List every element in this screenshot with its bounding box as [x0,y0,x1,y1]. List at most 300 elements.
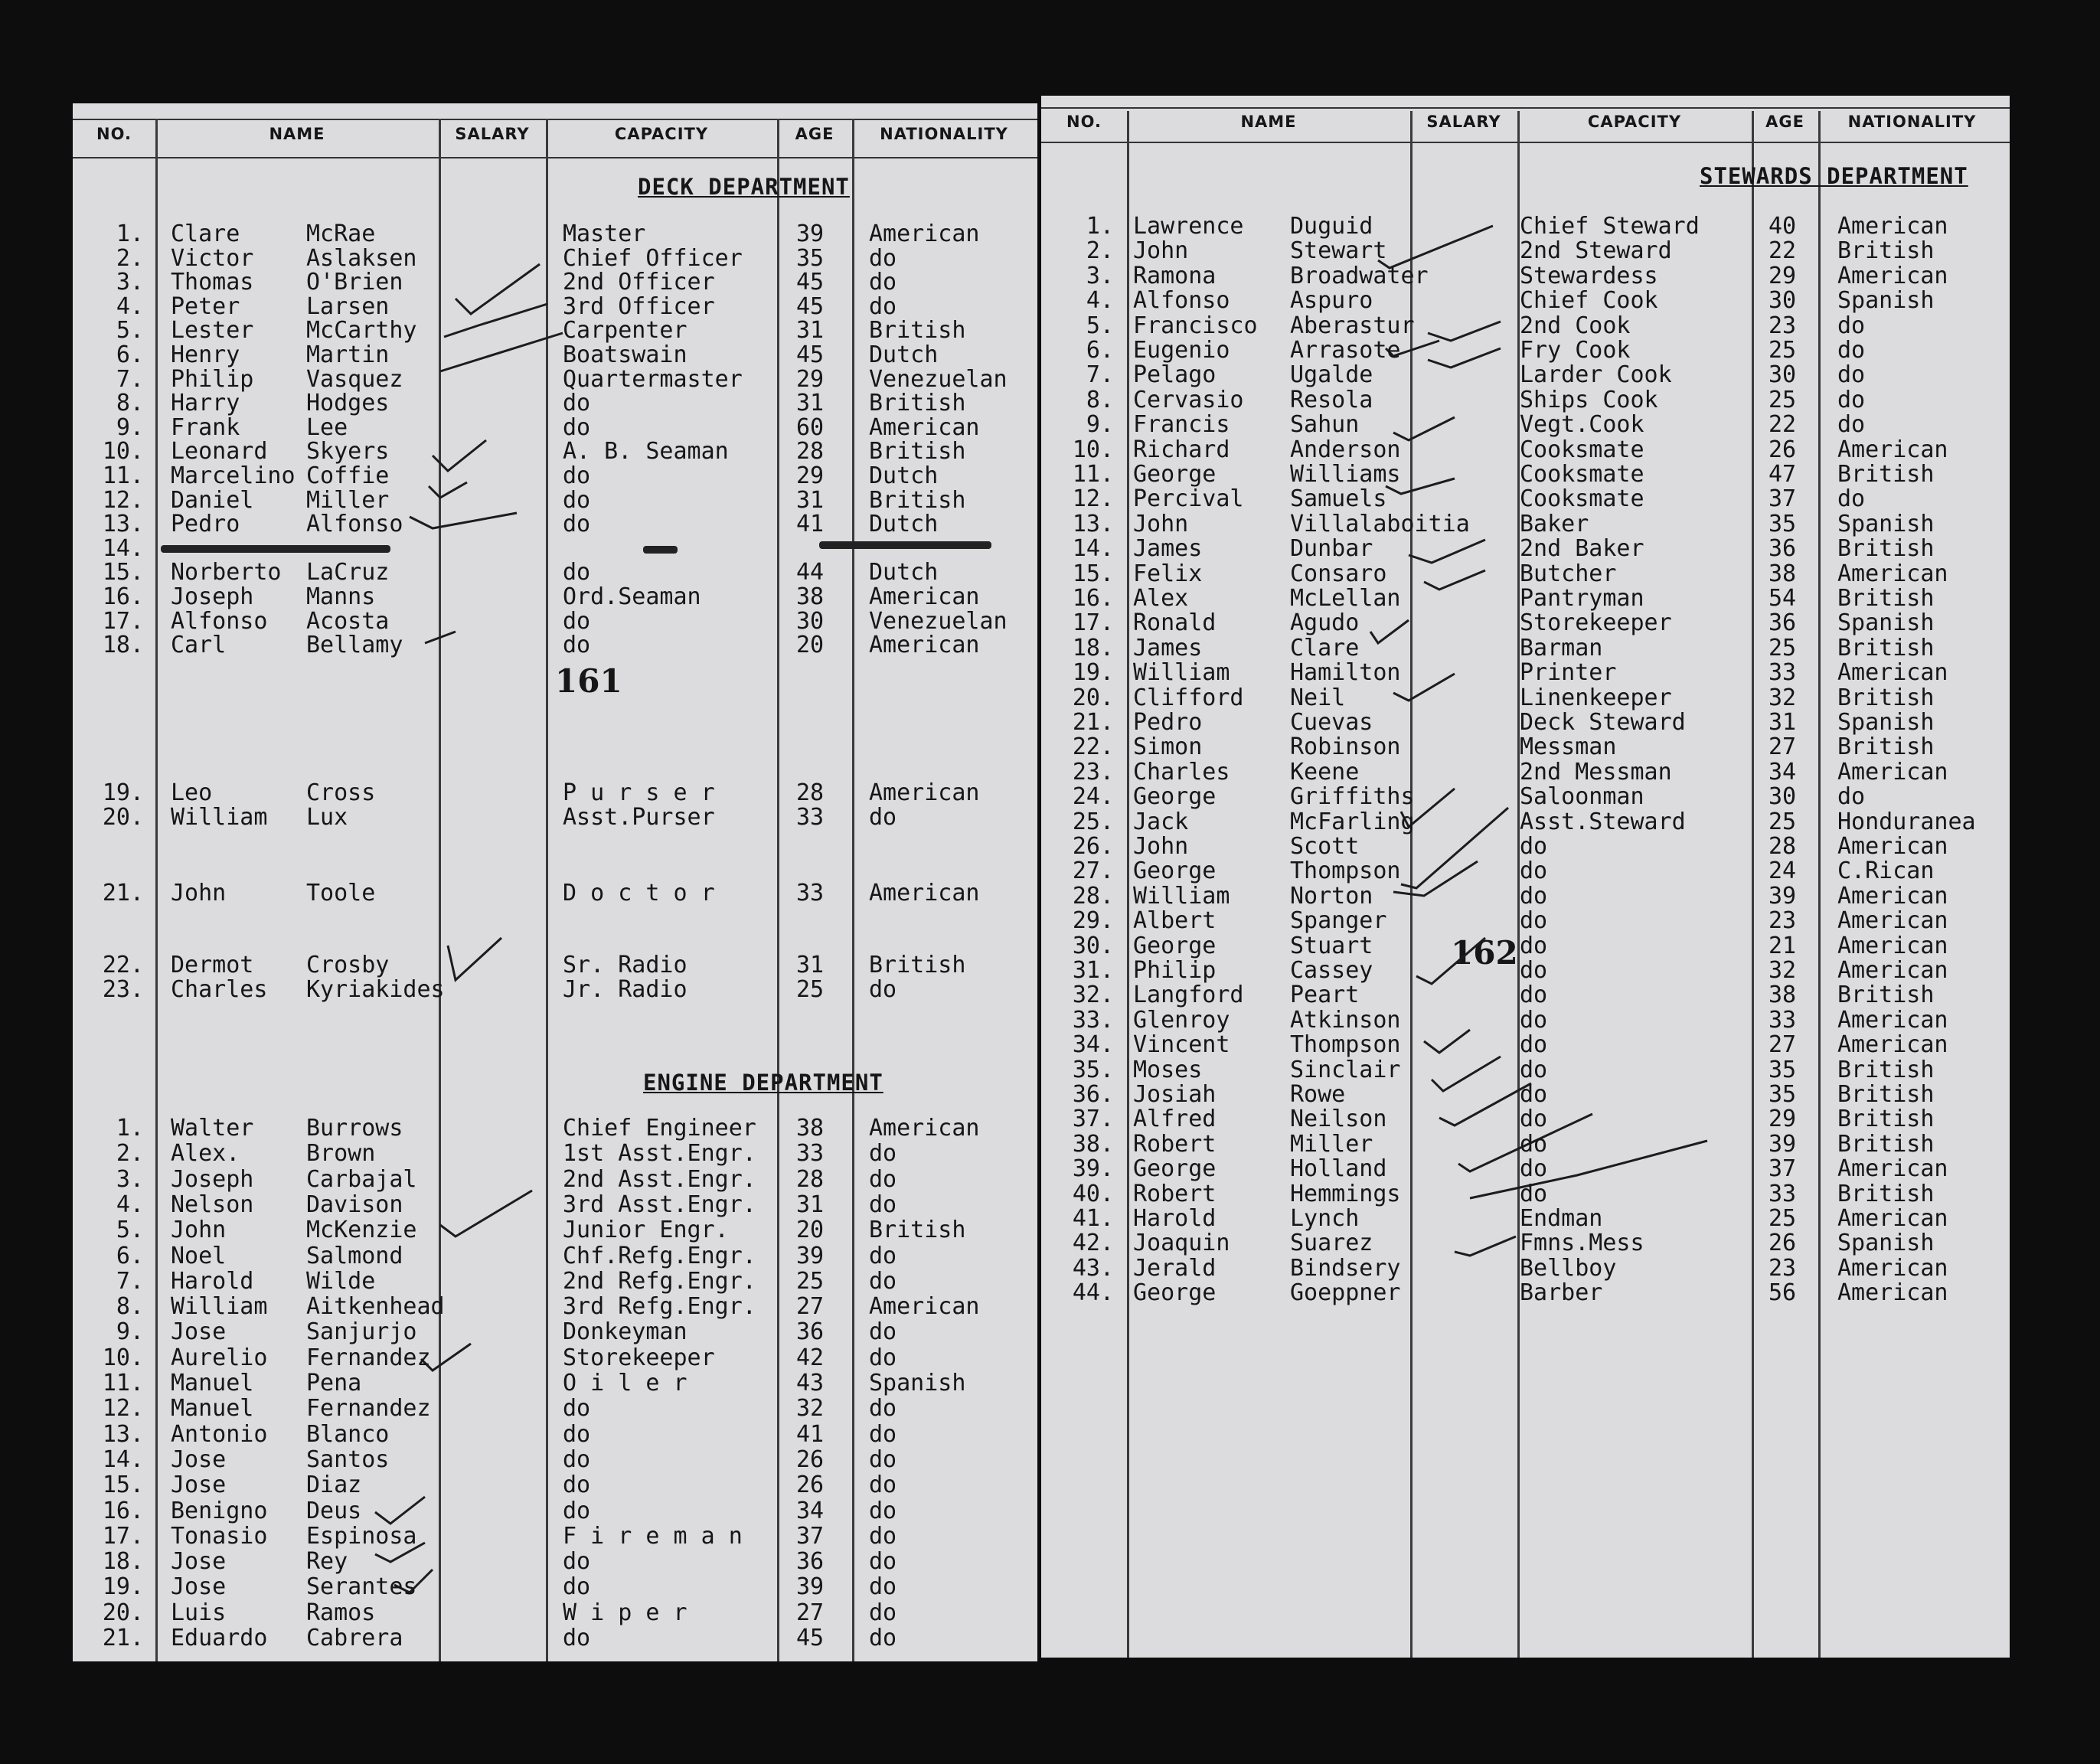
crew-age: 45 [796,341,825,368]
crew-cap: D o c t o r [563,880,715,906]
crew-cap: 2nd Messman [1520,758,1672,786]
crew-cap: Linenkeeper [1520,684,1672,711]
crew-first: Cervasio [1133,386,1244,413]
crew-cap: do [1520,932,1548,959]
crew-nat: American [1837,1006,1948,1034]
crew-last: Duguid [1290,213,1373,240]
crew-age: 29 [1769,262,1797,289]
crew-nat: British [1837,461,1935,488]
crew-nat: American [1837,1155,1948,1183]
crew-last: Keene [1290,758,1360,786]
crew-no: 27. [1072,858,1114,885]
crew-age: 39 [1769,882,1797,910]
crew-nat: American [1837,1254,1948,1282]
crew-no: 3. [116,269,144,296]
crew-cap: do [1520,1106,1548,1133]
crew-age: 41 [796,511,825,538]
crew-first: Alfonso [171,607,268,635]
crew-last: Aberastur [1290,312,1415,339]
crew-no: 24. [1072,783,1114,811]
crew-age: 45 [796,292,825,320]
column-divider [439,119,441,1661]
crew-no: 32. [1072,982,1114,1009]
crew-first: Moses [1133,1056,1203,1083]
crew-cap: do [1520,982,1548,1009]
crew-no: 11. [1072,461,1114,488]
crew-age: 27 [796,1599,825,1626]
column-divider [155,119,158,1661]
crew-no: 30. [1072,932,1114,959]
crew-first: Richard [1133,436,1230,463]
crew-no: 35. [1072,1056,1114,1083]
crew-cap: Donkeyman [563,1318,687,1346]
crew-cap: do [1520,957,1548,984]
crew-no: 20. [102,803,144,831]
crew-last: Santos [306,1446,390,1473]
crew-last: Vasquez [306,365,403,393]
crew-cap: do [563,1497,591,1524]
crew-last: Brown [306,1140,376,1168]
crew-nat: do [869,1625,897,1651]
crew-no: 5. [116,317,144,345]
crew-first: Henry [171,341,240,368]
crew-last: Hemmings [1290,1180,1401,1207]
crew-cap: do [563,1395,591,1423]
crew-no: 4. [1086,287,1114,315]
crew-no: 18. [102,632,144,659]
crew-no: 12. [102,1395,144,1423]
crew-age: 30 [1769,783,1797,811]
crew-nat: American [1837,957,1948,984]
crew-nat: do [869,1573,897,1601]
crew-age: 27 [1769,733,1797,761]
crew-cap: Fry Cook [1520,337,1631,364]
deck-department-title: DECK DEPARTMENT [638,174,850,200]
crew-age: 28 [1769,833,1797,860]
crew-last: Robinson [1290,733,1401,761]
crew-age: 39 [796,1573,825,1601]
crew-first: Leo [171,779,213,806]
crew-no: 12. [1072,485,1114,513]
crew-nat: American [1837,758,1948,786]
crew-cap: Pantryman [1520,585,1644,612]
crew-nat: Dutch [869,511,939,538]
crew-cap: Storekeeper [563,1344,715,1371]
crew-no: 13. [1072,510,1114,537]
crew-cap: do [1520,833,1548,860]
crew-nat: Spanish [1837,709,1935,736]
crew-nat: do [869,1191,897,1218]
crew-cap: Saloonman [1520,783,1644,811]
crew-nat: British [1837,684,1935,711]
crew-first: Carl [171,632,227,659]
crew-no: 4. [116,292,144,320]
crew-age: 26 [1769,1230,1797,1257]
crew-nat: British [1837,237,1935,265]
crew-no: 15. [1072,560,1114,587]
crew-cap: Stewardess [1520,262,1658,289]
crew-nat: American [1837,560,1948,587]
crew-nat: do [869,1497,897,1524]
crew-age: 26 [796,1446,825,1473]
crew-last: Sahun [1290,411,1360,439]
crew-first: Alex [1133,585,1189,612]
crew-age: 35 [1769,1081,1797,1108]
crew-nat: British [869,1217,966,1244]
crew-age: 25 [1769,1205,1797,1232]
crew-no: 5. [116,1217,144,1244]
crew-first: Thomas [171,269,254,296]
crew-no: 23. [1072,758,1114,786]
crew-age: 33 [1769,659,1797,687]
crew-nat: British [1837,733,1935,761]
crew-last: Pena [306,1370,362,1396]
crew-first: Jerald [1133,1254,1217,1282]
crew-cap: do [563,559,591,586]
crew-nat: American [1837,932,1948,959]
crew-cap: 2nd Steward [1520,237,1672,265]
crew-last: Carbajal [306,1165,417,1193]
strikeout-mark [819,541,991,549]
crew-no: 3. [1086,262,1114,289]
crew-age: 28 [796,438,825,466]
crew-last: Miller [306,486,390,514]
crew-nat: British [869,390,966,417]
crew-no: 7. [116,365,144,393]
crew-cap: Junior Engr. [563,1217,729,1244]
crew-cap: Chief Engineer [563,1115,756,1142]
crew-first: John [171,880,227,906]
crew-first: John [1133,833,1189,860]
crew-first: Philip [1133,957,1217,984]
crew-nat: American [1837,436,1948,463]
crew-cap: do [1520,1155,1548,1183]
crew-no: 15. [102,1472,144,1499]
crew-nat: British [1837,982,1935,1009]
crew-no: 21. [102,1625,144,1651]
crew-cap: Master [563,220,646,247]
crew-age: 36 [796,1318,825,1346]
crew-age: 44 [796,559,825,586]
crew-no: 19. [102,779,144,806]
crew-last: McLellan [1290,585,1401,612]
crew-first: William [171,1293,268,1321]
column-divider [777,119,779,1661]
crew-last: Neil [1290,684,1346,711]
crew-cap: Chief Steward [1520,213,1700,240]
crew-age: 27 [1769,1031,1797,1059]
crew-age: 45 [796,1625,825,1651]
crew-nat: do [869,1522,897,1550]
crew-no: 31. [1072,957,1114,984]
crew-cap: do [1520,1006,1548,1034]
crew-cap: Larder Cook [1520,361,1672,389]
crew-nat: British [1837,1180,1935,1207]
crew-last: Stewart [1290,237,1387,265]
crew-last: Villalaboitia [1290,510,1470,537]
crew-nat: Honduranea [1837,808,1976,835]
crew-first: John [1133,510,1189,537]
header-age: AGE [1765,113,1804,131]
crew-age: 29 [796,462,825,489]
crew-no: 40. [1072,1180,1114,1207]
crew-no: 17. [102,1522,144,1550]
crew-last: Ugalde [1290,361,1373,389]
crew-last: Agudo [1290,609,1360,637]
crew-nat: American [1837,833,1948,860]
crew-cap: do [1520,858,1548,885]
crew-last: Fernandez [306,1344,431,1371]
strikeout-mark [161,545,390,553]
crew-first: Jose [171,1318,227,1346]
crew-nat: Spanish [1837,510,1935,537]
crew-first: Frank [171,413,240,441]
crew-no: 5. [1086,312,1114,339]
crew-nat: do [1837,411,1866,439]
crew-last: Atkinson [1290,1006,1401,1034]
crew-cap: do [563,1446,591,1473]
crew-first: Charles [1133,758,1230,786]
crew-age: 37 [796,1522,825,1550]
crew-nat: do [869,1165,897,1193]
crew-cap: do [563,1625,591,1651]
crew-cap: 2nd Officer [563,269,715,296]
crew-no: 2. [116,244,144,272]
crew-cap: Ships Cook [1520,386,1658,413]
crew-age: 35 [1769,1056,1797,1083]
crew-no: 8. [116,390,144,417]
crew-last: Lynch [1290,1205,1360,1232]
crew-nat: do [869,1599,897,1626]
crew-cap: Vegt.Cook [1520,411,1644,439]
crew-cap: 2nd Baker [1520,535,1644,563]
crew-no: 1. [1086,213,1114,240]
crew-age: 20 [796,1217,825,1244]
crew-last: Aslaksen [306,244,417,272]
crew-no: 18. [102,1548,144,1576]
crew-no: 20. [102,1599,144,1626]
crew-first: Jose [171,1573,227,1601]
crew-nat: Venezuelan [869,365,1008,393]
crew-no: 7. [1086,361,1114,389]
header-name: NAME [269,125,325,143]
crew-last: Clare [1290,634,1360,662]
crew-first: Clare [171,220,240,247]
crew-nat: do [869,803,897,831]
crew-cap: do [1520,1031,1548,1059]
crew-first: James [1133,634,1203,662]
top-rule [73,119,1037,120]
crew-cap: Sr. Radio [563,952,687,978]
crew-last: O'Brien [306,269,403,296]
crew-cap: Ord.Seaman [563,583,701,610]
crew-no: 26. [1072,833,1114,860]
crew-age: 39 [796,220,825,247]
crew-last: Larsen [306,292,390,320]
crew-first: Alfonso [1133,287,1230,315]
crew-last: McCarthy [306,317,417,345]
crew-no: 15. [102,559,144,586]
crew-cap: do [563,413,591,441]
crew-age: 26 [1769,436,1797,463]
crew-nat: Spanish [1837,1230,1935,1257]
crew-last: Cuevas [1290,709,1373,736]
header-capacity: CAPACITY [614,125,709,143]
top-rule [1041,107,2010,109]
crew-age: 30 [1769,287,1797,315]
crew-last: Miller [1290,1130,1373,1158]
crew-nat: American [1837,213,1948,240]
crew-cap: 2nd Asst.Engr. [563,1165,756,1193]
crew-no: 3. [116,1165,144,1193]
crew-first: John [1133,237,1189,265]
crew-cap: do [1520,907,1548,935]
crew-cap: Asst.Purser [563,803,715,831]
crew-first: William [1133,659,1230,687]
crew-nat: British [1837,1081,1935,1108]
crew-no: 39. [1072,1155,1114,1183]
crew-first: Jose [171,1472,227,1499]
crew-cap: Butcher [1520,560,1617,587]
crew-last: Cabrera [306,1625,403,1651]
crew-nat: do [869,1472,897,1499]
crew-last: Samuels [1290,485,1387,513]
crew-nat: do [1837,361,1866,389]
crew-age: 38 [796,1115,825,1142]
crew-first: Albert [1133,907,1217,935]
column-divider [1127,111,1129,1658]
crew-cap: Chf.Refg.Engr. [563,1242,756,1269]
crew-first: Francisco [1133,312,1258,339]
crew-age: 38 [1769,982,1797,1009]
crew-nat: do [869,975,897,1003]
header-age: AGE [795,125,834,143]
crew-no: 6. [1086,337,1114,364]
crew-first: Harold [1133,1205,1217,1232]
crew-nat: do [869,1446,897,1473]
crew-age: 23 [1769,1254,1797,1282]
crew-age: 22 [1769,237,1797,265]
crew-no: 6. [116,1242,144,1269]
crew-cap: Bellboy [1520,1254,1617,1282]
crew-first: Jose [171,1446,227,1473]
crew-age: 25 [796,975,825,1003]
crew-age: 33 [796,880,825,906]
crew-first: Jose [171,1548,227,1576]
crew-age: 39 [796,1242,825,1269]
crew-first: Lawrence [1133,213,1244,240]
header-rule [1041,142,2010,143]
crew-no: 2. [1086,237,1114,265]
crew-nat: do [869,1548,897,1576]
crew-cap: F i r e m a n [563,1522,743,1550]
crew-age: 37 [1769,485,1797,513]
crew-nat: American [1837,659,1948,687]
header-salary: SALARY [1426,113,1501,131]
crew-no: 14. [102,1446,144,1473]
crew-nat: do [869,292,897,320]
crew-nat: British [869,952,966,978]
crew-first: Walter [171,1115,254,1142]
crew-cap: Barber [1520,1279,1603,1307]
crew-nat: Dutch [869,341,939,368]
column-divider [546,119,548,1661]
crew-last: Ramos [306,1599,376,1626]
crew-first: George [1133,1155,1217,1183]
crew-first: George [1133,858,1217,885]
crew-cap: P u r s e r [563,779,715,806]
crew-first: Pedro [1133,709,1203,736]
crew-no: 34. [1072,1031,1114,1059]
crew-last: Toole [306,880,376,906]
crew-last: Aitkenhead [306,1293,445,1321]
crew-last: Fernandez [306,1395,431,1423]
crew-nat: do [869,269,897,296]
crew-last: Salmond [306,1242,403,1269]
crew-last: Williams [1290,461,1401,488]
column-divider [1752,111,1754,1658]
crew-nat: Dutch [869,559,939,586]
crew-no: 22. [102,952,144,978]
crew-nat: American [869,632,980,659]
crew-last: Dunbar [1290,535,1373,563]
crew-first: Joseph [171,583,254,610]
stewards-department-title: STEWARDS DEPARTMENT [1700,163,1968,189]
crew-nat: Spanish [1837,609,1935,637]
crew-nat: Venezuelan [869,607,1008,635]
crew-age: 31 [1769,709,1797,736]
crew-age: 35 [796,244,825,272]
crew-age: 32 [796,1395,825,1423]
crew-first: Leonard [171,438,268,466]
crew-no: 2. [116,1140,144,1168]
crew-nat: do [869,1395,897,1423]
crew-cap: Jr. Radio [563,975,687,1003]
header-no: NO. [96,125,132,143]
crew-last: Espinosa [306,1522,417,1550]
crew-first: Charles [171,975,268,1003]
crew-last: Sanjurjo [306,1318,417,1346]
crew-last: Peart [1290,982,1360,1009]
crew-no: 25. [1072,808,1114,835]
crew-age: 25 [796,1267,825,1295]
crew-last: Wilde [306,1267,376,1295]
crew-cap: O i l e r [563,1370,687,1396]
crew-last: Goeppner [1290,1279,1401,1307]
crew-no: 18. [1072,634,1114,662]
crew-no: 17. [1072,609,1114,637]
crew-cap: Cooksmate [1520,461,1644,488]
crew-age: 35 [1769,510,1797,537]
crew-nat: American [869,1115,980,1142]
crew-last: Thompson [1290,858,1401,885]
crew-cap: do [563,607,591,635]
crew-cap: do [1520,1081,1548,1108]
crew-no: 8. [1086,386,1114,413]
crew-age: 33 [1769,1006,1797,1034]
crew-no: 10. [1072,436,1114,463]
crew-nat: American [869,1293,980,1321]
engine-department-title: ENGINE DEPARTMENT [643,1070,883,1096]
crew-first: Lester [171,317,254,345]
crew-no: 28. [1072,882,1114,910]
crew-age: 22 [1769,411,1797,439]
crew-nat: British [1837,585,1935,612]
crew-no: 43. [1072,1254,1114,1282]
crew-nat: do [1837,485,1866,513]
crew-last: Hamilton [1290,659,1401,687]
crew-nat: British [1837,634,1935,662]
